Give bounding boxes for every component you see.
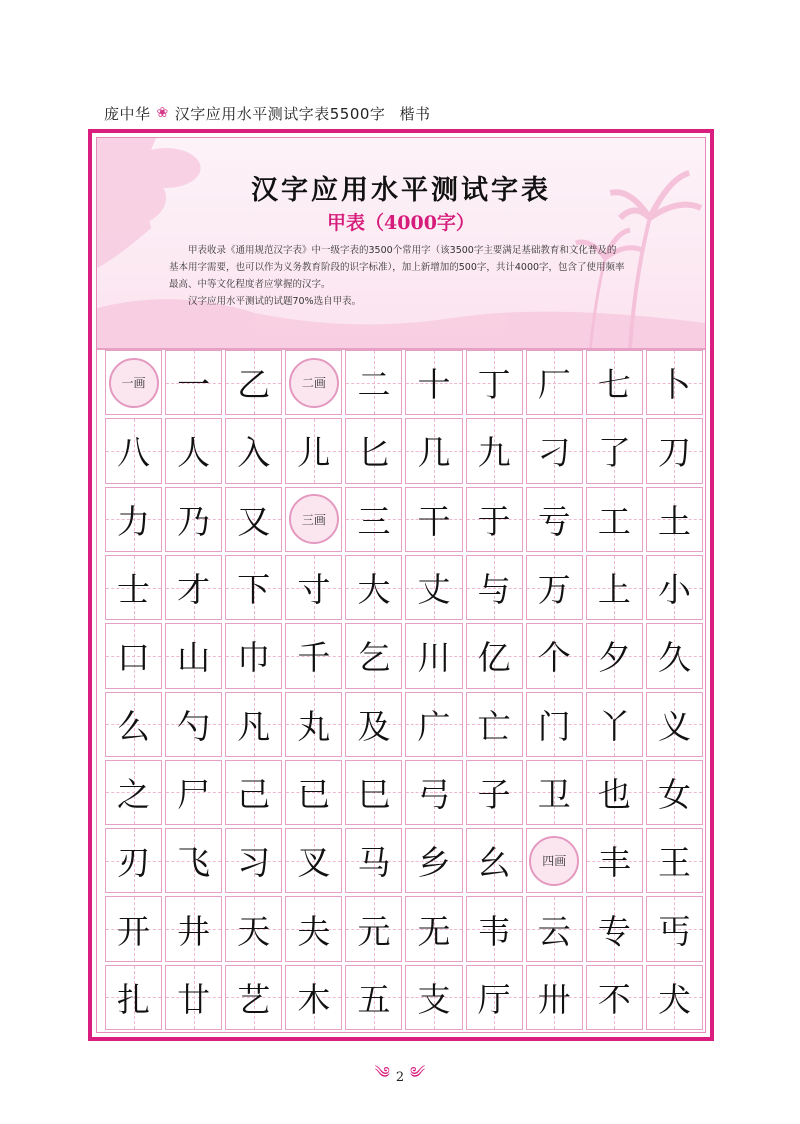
character-cell (586, 487, 643, 552)
character-cell (345, 828, 402, 893)
character-glyph: 之 (117, 774, 151, 814)
character-glyph: 犬 (657, 979, 691, 1019)
character-glyph: 不 (597, 979, 631, 1019)
stroke-count-marker (285, 350, 342, 415)
character-cell (526, 896, 583, 961)
character-cell (405, 623, 462, 688)
character-cell (285, 896, 342, 961)
character-glyph: 个 (537, 638, 571, 678)
character-cell (225, 350, 282, 415)
character-glyph: 弓 (417, 774, 451, 814)
character-cell (345, 487, 402, 552)
character-glyph: 井 (177, 911, 211, 951)
character-cell (285, 555, 342, 620)
character-cell (405, 487, 462, 552)
character-glyph: 亡 (477, 706, 511, 746)
intro-paragraph-1: 甲表收录《通用规范汉字表》中一级字表的3500个常用字（该3500字主要满足基础教育和文化普及的基本用字需要，也可以作为义务教育阶段的识字标准），加上新增加的500字，共计4000字，包含了使用频率最高、中等文化程度者应掌握的汉字。 (169, 245, 625, 290)
character-glyph: 廿 (177, 979, 211, 1019)
character-cell (646, 487, 703, 552)
character-glyph: 大 (357, 570, 391, 610)
stroke-count-marker (526, 828, 583, 893)
character-cell (466, 418, 523, 483)
character-cell (345, 350, 402, 415)
character-cell (165, 760, 222, 825)
character-cell (526, 350, 583, 415)
character-glyph: 了 (597, 433, 631, 473)
intro-text (169, 242, 625, 310)
character-cell (285, 828, 342, 893)
character-glyph: 厂 (537, 365, 571, 405)
character-cell (466, 896, 523, 961)
character-cell (105, 965, 162, 1030)
character-glyph: 儿 (297, 433, 331, 473)
character-glyph: 子 (477, 774, 511, 814)
page-title: 汉字应用水平测试字表 (251, 175, 551, 206)
stroke-count-marker (285, 487, 342, 552)
character-cell (466, 487, 523, 552)
character-cell (165, 555, 222, 620)
character-glyph: 川 (417, 638, 451, 678)
character-cell (225, 760, 282, 825)
character-cell (405, 965, 462, 1030)
stroke-count-marker (105, 350, 162, 415)
character-glyph: 马 (357, 843, 391, 883)
character-cell (225, 555, 282, 620)
character-glyph: 九 (477, 433, 511, 473)
character-glyph: 于 (477, 501, 511, 541)
character-glyph: 开 (117, 911, 151, 951)
character-glyph: 艺 (237, 979, 271, 1019)
character-cell (285, 760, 342, 825)
character-glyph: 千 (297, 638, 331, 678)
character-cell (345, 760, 402, 825)
character-cell (225, 623, 282, 688)
character-cell (405, 692, 462, 757)
character-glyph: 乡 (417, 843, 451, 883)
character-cell (586, 760, 643, 825)
character-glyph: 山 (177, 638, 211, 678)
character-cell (225, 965, 282, 1030)
character-glyph: 又 (237, 501, 271, 541)
character-cell (345, 896, 402, 961)
character-glyph: 丸 (297, 706, 331, 746)
character-glyph: 夕 (597, 638, 631, 678)
character-glyph: 丁 (477, 365, 511, 405)
character-cell (405, 760, 462, 825)
character-cell (526, 418, 583, 483)
character-cell (225, 487, 282, 552)
character-glyph: 十 (417, 365, 451, 405)
character-glyph: 乙 (237, 365, 271, 405)
character-glyph: 干 (417, 501, 451, 541)
stroke-count-badge: 一画 (109, 358, 159, 408)
character-cell (526, 623, 583, 688)
character-cell (105, 828, 162, 893)
character-cell (285, 623, 342, 688)
character-cell (165, 828, 222, 893)
character-glyph: 乃 (177, 501, 211, 541)
character-glyph: 也 (597, 774, 631, 814)
character-cell (105, 623, 162, 688)
character-cell (466, 555, 523, 620)
character-glyph: 韦 (477, 911, 511, 951)
character-cell (225, 828, 282, 893)
character-cell (646, 896, 703, 961)
character-glyph: 刀 (657, 433, 691, 473)
character-cell (345, 692, 402, 757)
character-glyph: 元 (357, 911, 391, 951)
character-cell (526, 965, 583, 1030)
character-cell (405, 896, 462, 961)
character-glyph: 八 (117, 433, 151, 473)
character-cell (105, 896, 162, 961)
stroke-count-badge: 三画 (289, 494, 339, 544)
character-cell (105, 760, 162, 825)
character-cell (285, 692, 342, 757)
intro-paragraph-2: 汉字应用水平测试的试题70%选自甲表。 (188, 296, 362, 307)
character-cell (165, 623, 222, 688)
character-cell (586, 965, 643, 1030)
character-cell (345, 965, 402, 1030)
character-cell (586, 418, 643, 483)
character-glyph: 已 (297, 774, 331, 814)
character-glyph: 口 (117, 638, 151, 678)
character-glyph: 丰 (597, 843, 631, 883)
frame-inner-border (96, 137, 706, 1033)
character-glyph: 乞 (357, 638, 391, 678)
character-cell (345, 623, 402, 688)
character-glyph: 卅 (537, 979, 571, 1019)
character-cell (466, 828, 523, 893)
character-cell (105, 418, 162, 483)
character-glyph: 七 (597, 365, 631, 405)
character-glyph: 么 (117, 706, 151, 746)
character-grid (105, 350, 703, 1030)
character-glyph: 义 (657, 706, 691, 746)
character-glyph: 叉 (297, 843, 331, 883)
character-cell (586, 692, 643, 757)
character-cell (225, 896, 282, 961)
character-glyph: 工 (597, 501, 631, 541)
character-glyph: 云 (537, 911, 571, 951)
character-glyph: 小 (657, 570, 691, 610)
author-name: 庞中华 (104, 104, 151, 123)
character-glyph: 己 (237, 774, 271, 814)
character-cell (646, 555, 703, 620)
character-cell (165, 692, 222, 757)
character-cell (405, 418, 462, 483)
character-glyph: 巾 (237, 638, 271, 678)
character-cell (646, 692, 703, 757)
character-glyph: 才 (177, 570, 211, 610)
character-cell (526, 555, 583, 620)
character-glyph: 无 (417, 911, 451, 951)
character-glyph: 幺 (477, 843, 511, 883)
character-glyph: 王 (657, 843, 691, 883)
character-glyph: 刁 (537, 433, 571, 473)
character-cell (646, 965, 703, 1030)
character-glyph: 门 (537, 706, 571, 746)
character-cell (646, 760, 703, 825)
character-cell (526, 760, 583, 825)
character-cell (165, 350, 222, 415)
character-glyph: 一 (177, 365, 211, 405)
character-cell (646, 623, 703, 688)
character-cell (466, 350, 523, 415)
character-glyph: 人 (177, 433, 211, 473)
character-cell (526, 692, 583, 757)
character-glyph: 卫 (537, 774, 571, 814)
character-glyph: 匕 (357, 433, 391, 473)
character-glyph: 飞 (177, 843, 211, 883)
book-title: 汉字应用水平测试字表5500字 (174, 104, 386, 123)
running-head (104, 101, 704, 125)
swirl-left-icon: ༄ (374, 1062, 390, 1082)
character-cell (165, 487, 222, 552)
stroke-count-badge: 四画 (529, 836, 579, 886)
character-glyph: 土 (657, 501, 691, 541)
header-panel (97, 138, 705, 350)
script-style-label: 楷书 (399, 104, 431, 123)
character-cell (526, 487, 583, 552)
character-cell (646, 418, 703, 483)
character-glyph: 三 (357, 501, 391, 541)
character-cell (466, 760, 523, 825)
character-cell (285, 418, 342, 483)
character-glyph: 力 (117, 501, 151, 541)
character-cell (586, 350, 643, 415)
character-cell (586, 828, 643, 893)
character-cell (225, 692, 282, 757)
page-number: 2 (395, 1069, 405, 1085)
character-cell (165, 896, 222, 961)
character-glyph: 习 (237, 843, 271, 883)
character-glyph: 亏 (537, 501, 571, 541)
character-cell (586, 555, 643, 620)
character-cell (285, 965, 342, 1030)
stroke-count-badge: 二画 (289, 358, 339, 408)
character-cell (405, 350, 462, 415)
character-cell (105, 692, 162, 757)
character-glyph: 万 (537, 570, 571, 610)
character-glyph: 亿 (477, 638, 511, 678)
character-glyph: 丫 (597, 706, 631, 746)
character-glyph: 木 (297, 979, 331, 1019)
page-frame (88, 129, 714, 1041)
character-glyph: 女 (657, 774, 691, 814)
character-glyph: 勺 (177, 706, 211, 746)
character-glyph: 与 (477, 570, 511, 610)
character-glyph: 凡 (237, 706, 271, 746)
character-glyph: 士 (117, 570, 151, 610)
character-cell (586, 623, 643, 688)
character-cell (586, 896, 643, 961)
page-footer (0, 1062, 800, 1088)
character-cell (646, 828, 703, 893)
character-glyph: 厅 (477, 979, 511, 1019)
table-subtitle: 甲表（4000字） (327, 212, 475, 234)
character-cell (165, 418, 222, 483)
character-glyph: 巳 (357, 774, 391, 814)
character-glyph: 夫 (297, 911, 331, 951)
character-glyph: 及 (357, 706, 391, 746)
character-glyph: 支 (417, 979, 451, 1019)
character-cell (405, 828, 462, 893)
character-cell (466, 965, 523, 1030)
character-glyph: 扎 (117, 979, 151, 1019)
character-cell (225, 418, 282, 483)
character-cell (345, 418, 402, 483)
flower-ornament-icon: ❀ (156, 105, 169, 121)
character-cell (466, 623, 523, 688)
character-glyph: 几 (417, 433, 451, 473)
character-glyph: 广 (417, 706, 451, 746)
character-cell (405, 555, 462, 620)
swirl-right-icon: ༄ (410, 1062, 426, 1082)
character-glyph: 下 (237, 570, 271, 610)
character-glyph: 卜 (657, 365, 691, 405)
character-cell (105, 555, 162, 620)
character-glyph: 寸 (297, 570, 331, 610)
character-glyph: 入 (237, 433, 271, 473)
character-glyph: 五 (357, 979, 391, 1019)
character-cell (466, 692, 523, 757)
character-glyph: 上 (597, 570, 631, 610)
character-glyph: 久 (657, 638, 691, 678)
character-glyph: 专 (597, 911, 631, 951)
character-cell (646, 350, 703, 415)
character-glyph: 天 (237, 911, 271, 951)
character-glyph: 尸 (177, 774, 211, 814)
character-glyph: 丈 (417, 570, 451, 610)
character-glyph: 二 (357, 365, 391, 405)
character-cell (105, 487, 162, 552)
character-glyph: 刃 (117, 843, 151, 883)
character-cell (165, 965, 222, 1030)
character-cell (345, 555, 402, 620)
character-glyph: 丐 (657, 911, 691, 951)
